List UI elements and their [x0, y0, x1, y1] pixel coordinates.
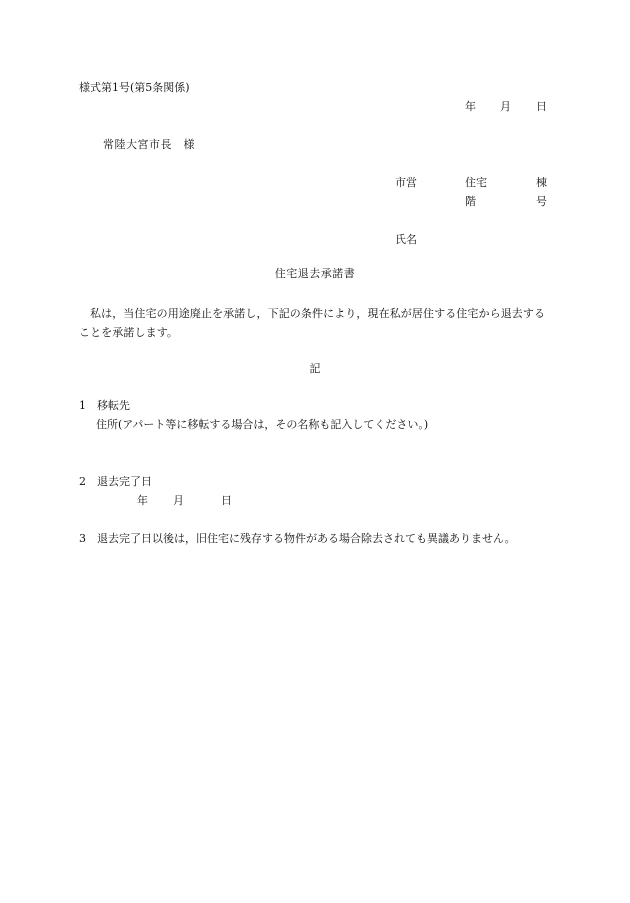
item-number: 2: [79, 475, 86, 488]
city-housing-label: 市営: [395, 176, 417, 189]
item-1: [79, 398, 130, 414]
body-text: 私は，当住宅の用途廃止を承諾し，下記の条件により，現在私が居住する住宅から退去することを承諾します。: [79, 307, 546, 339]
item-label: 退去完了日以後は，旧住宅に残存する物件がある場合除去されても異議ありません。: [97, 532, 516, 545]
form-number: 様式第1号(第5条関係): [79, 81, 190, 94]
completion-year-label: 年: [137, 494, 148, 507]
name-label: 氏名: [395, 233, 417, 246]
document-title: 住宅退去承諾書: [274, 267, 356, 280]
item-3: [79, 531, 516, 547]
ki-heading: 記: [309, 362, 321, 375]
room-number-label: 号: [536, 195, 547, 208]
completion-month-label: 月: [173, 494, 184, 507]
item-label: 退去完了日: [97, 475, 152, 488]
date-month-label: 月: [500, 100, 511, 113]
building-label: 棟: [536, 176, 547, 189]
recipient: 常陸大宮市長 様: [103, 138, 195, 151]
item-2: [79, 474, 152, 490]
date-year-label: 年: [465, 100, 476, 113]
item-number: 3: [79, 532, 86, 545]
item-label: 移転先: [97, 399, 130, 412]
floor-label: 階: [465, 195, 476, 208]
item-1-instruction: 住所(アパート等に移転する場合は，その名称も記入してください。): [96, 418, 429, 431]
housing-label: 住宅: [465, 176, 487, 189]
date-day-label: 日: [536, 100, 547, 113]
item-number: 1: [79, 399, 86, 412]
completion-day-label: 日: [221, 494, 232, 507]
